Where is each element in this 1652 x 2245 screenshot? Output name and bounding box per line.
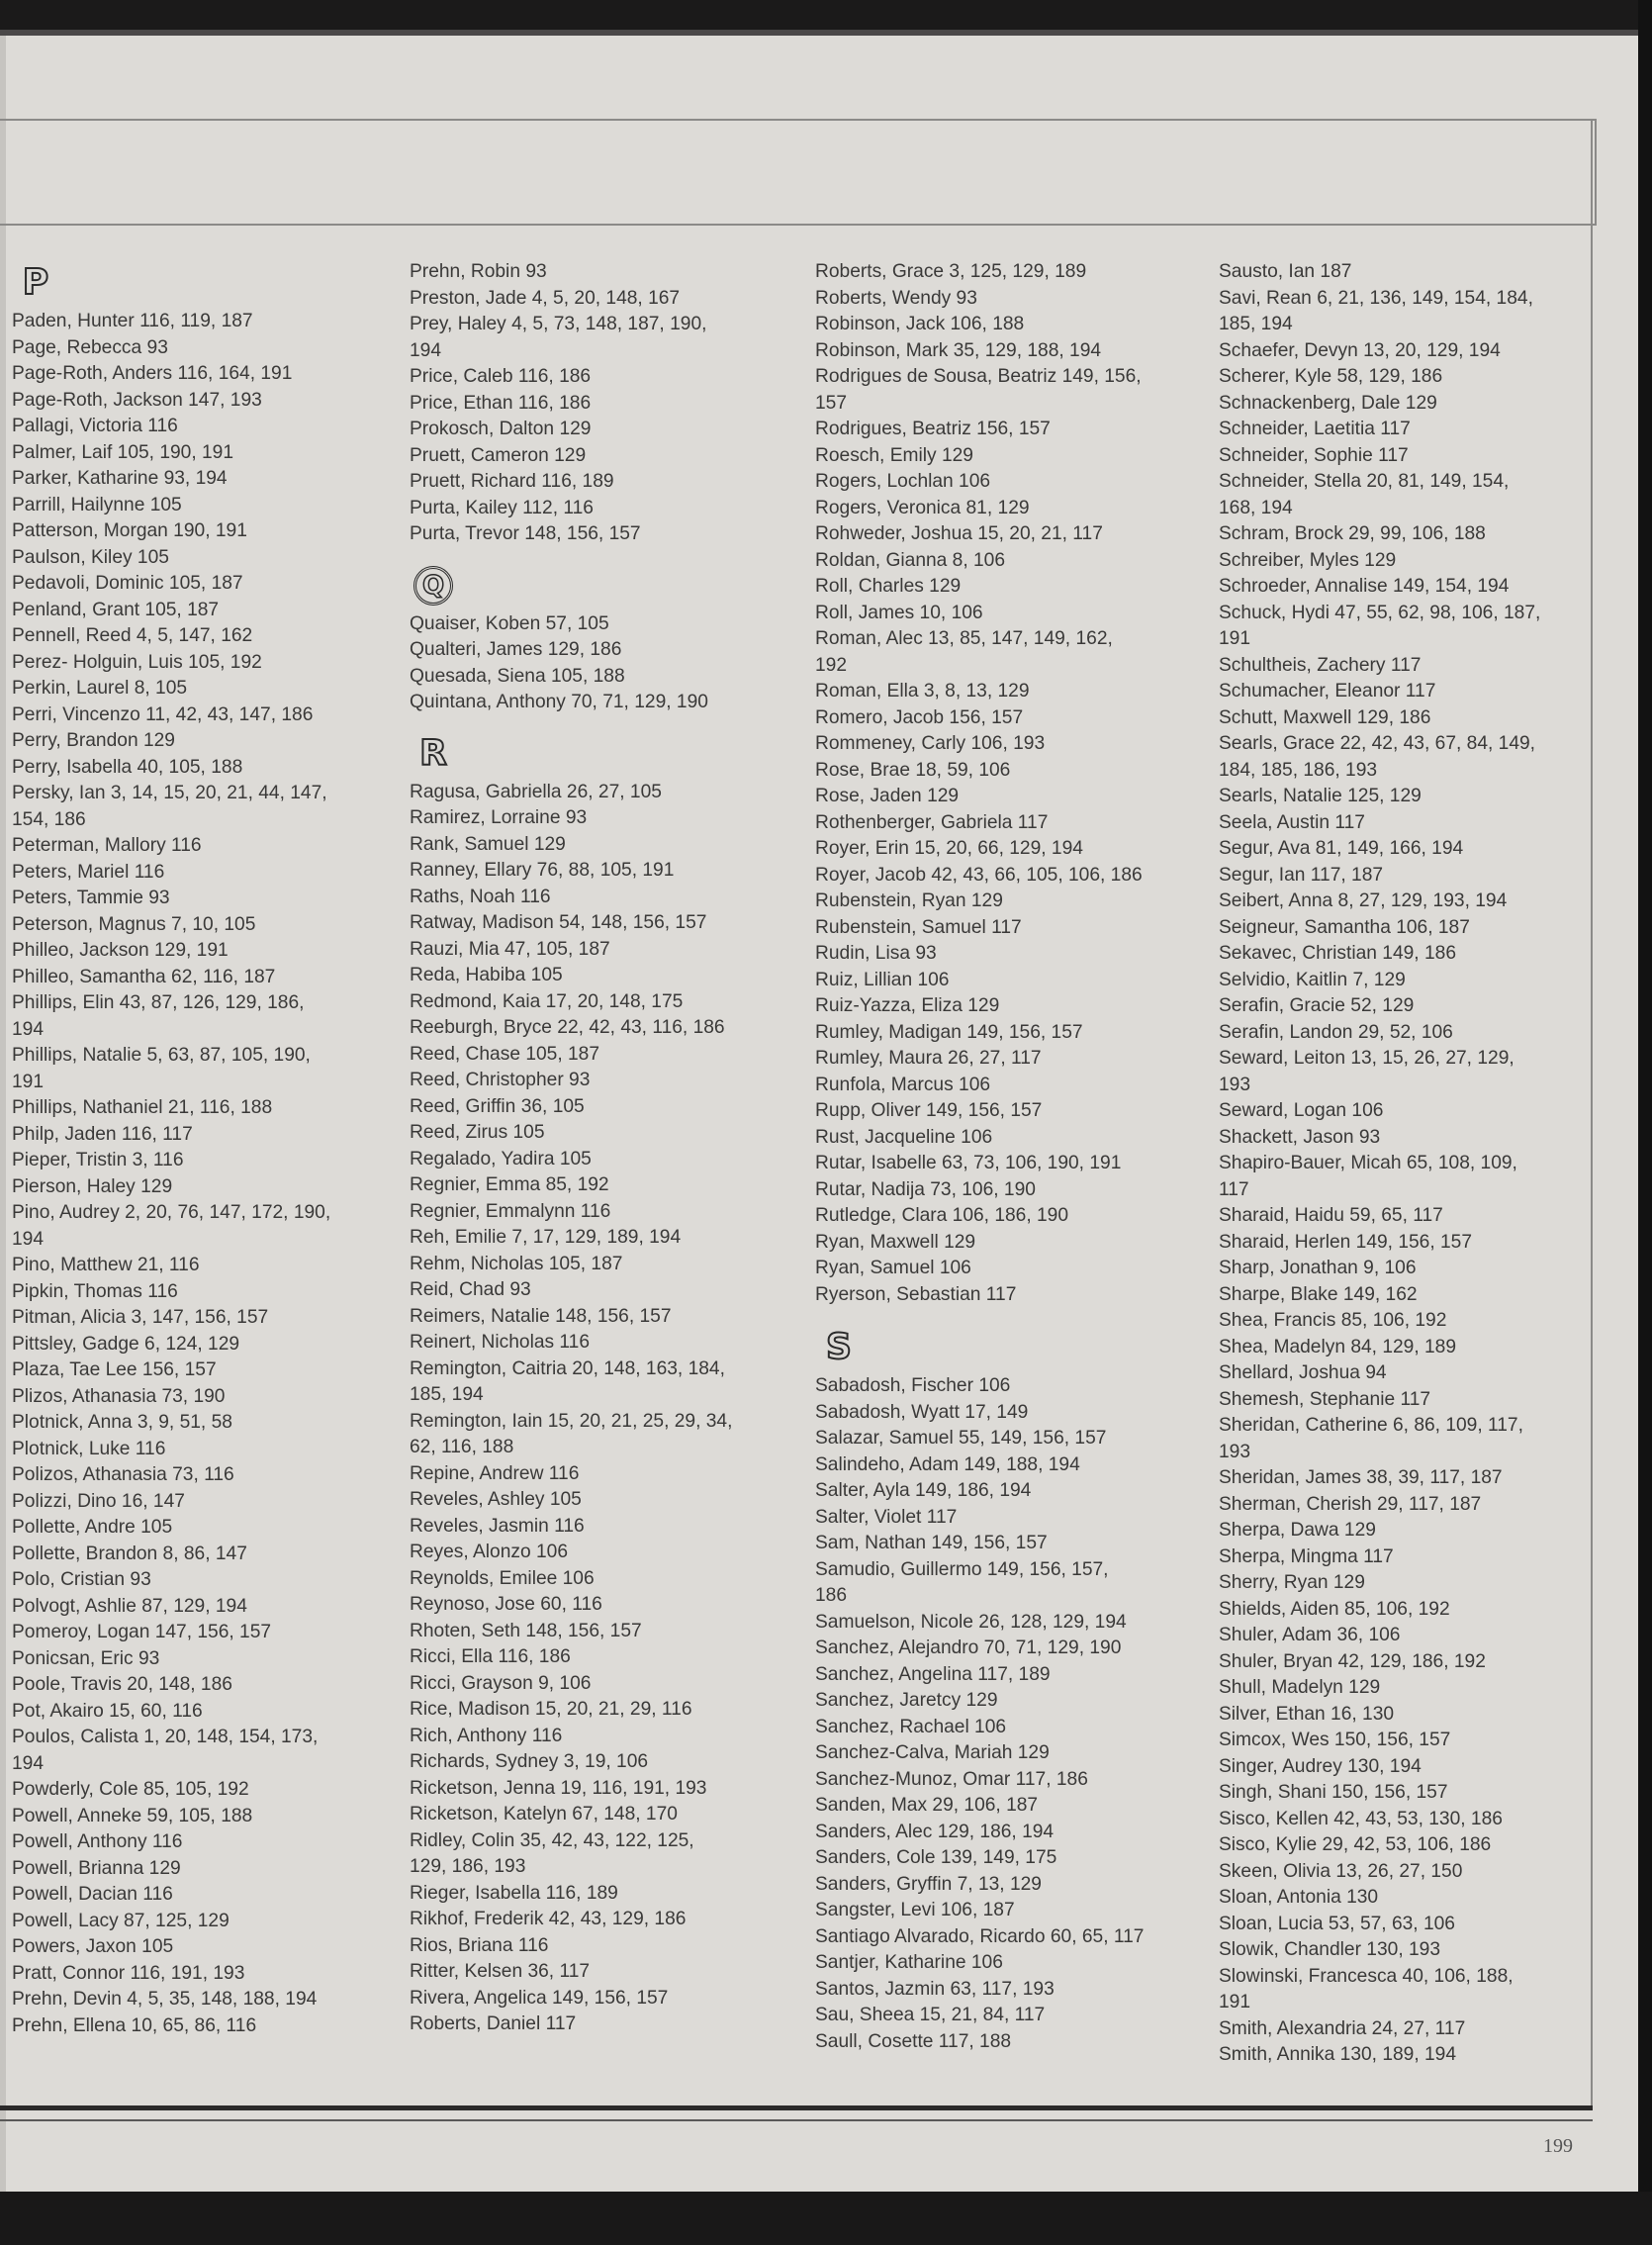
index-entry: Reed, Chase 105, 187	[410, 1043, 600, 1065]
scan-left-edge	[0, 36, 6, 2192]
index-entry: Polvogt, Ashlie 87, 129, 194	[12, 1595, 247, 1617]
index-entry: Prokosch, Dalton 129	[410, 419, 592, 439]
index-entry: Powell, Brianna 129	[12, 1857, 181, 1879]
index-entry: Schaefer, Devyn 13, 20, 129, 194	[1219, 339, 1501, 361]
index-entry: Prehn, Robin 93	[410, 261, 547, 282]
index-entry: Preston, Jade 4, 5, 20, 148, 167	[410, 287, 681, 309]
index-entry: Pitman, Alicia 3, 147, 156, 157	[12, 1307, 269, 1328]
index-entry: Pittsley, Gadge 6, 124, 129	[12, 1333, 240, 1355]
index-entry: Rohweder, Joshua 15, 20, 21, 117	[815, 523, 1103, 544]
index-entry: Sheridan, James 38, 39, 117, 187	[1219, 1467, 1503, 1488]
index-entry: Sanchez-Calva, Mariah 129	[815, 1742, 1050, 1763]
index-entry: Sherman, Cherish 29, 117, 187	[1219, 1493, 1482, 1515]
index-list-s-continued	[1219, 259, 1605, 2069]
index-entry: Shields, Aiden 85, 106, 192	[1219, 1598, 1450, 1620]
index-entry: Sanchez, Alejandro 70, 71, 129, 190	[815, 1637, 1122, 1658]
index-entry: 185, 194	[1219, 314, 1293, 334]
index-entry: Slowik, Chandler 130, 193	[1219, 1939, 1440, 1960]
index-list-s	[815, 1373, 1201, 2055]
index-entry: 129, 186, 193	[410, 1856, 526, 1877]
index-entry: Regalado, Yadira 105	[410, 1148, 592, 1169]
index-entry: Rieger, Isabella 116, 189	[410, 1882, 618, 1904]
index-entry: 193	[1219, 1074, 1251, 1095]
index-entry: Seward, Leiton 13, 15, 26, 27, 129,	[1219, 1048, 1514, 1069]
index-column-2	[410, 259, 795, 2038]
index-entry: Sherpa, Dawa 129	[1219, 1520, 1376, 1541]
index-entry: Rothenberger, Gabriela 117	[815, 811, 1049, 833]
index-entry: Prehn, Devin 4, 5, 35, 148, 188, 194	[12, 1989, 318, 2010]
index-entry: Reda, Habiba 105	[410, 965, 563, 985]
index-entry: Regnier, Emma 85, 192	[410, 1174, 609, 1195]
index-entry: Rice, Madison 15, 20, 21, 29, 116	[410, 1699, 692, 1720]
index-entry: Regnier, Emmalynn 116	[410, 1200, 611, 1222]
index-entry: Rudin, Lisa 93	[815, 943, 937, 964]
index-entry: Reh, Emilie 7, 17, 129, 189, 194	[410, 1227, 682, 1248]
index-entry: Ruiz-Yazza, Eliza 129	[815, 995, 1000, 1016]
page-header-frame	[0, 119, 1597, 226]
index-entry: Singh, Shani 150, 156, 157	[1219, 1782, 1448, 1803]
index-entry: Sisco, Kylie 29, 42, 53, 106, 186	[1219, 1834, 1492, 1855]
index-entry: Reyes, Alonzo 106	[410, 1542, 569, 1562]
index-entry: Shuler, Adam 36, 106	[1219, 1625, 1401, 1645]
index-entry: Raths, Noah 116	[410, 886, 551, 907]
index-entry: Purta, Trevor 148, 156, 157	[410, 523, 641, 544]
index-entry: Sharpe, Blake 149, 162	[1219, 1283, 1418, 1305]
index-entry: Pino, Matthew 21, 116	[12, 1255, 200, 1275]
page-number: 199	[1543, 2135, 1573, 2157]
index-entry: Smith, Annika 130, 189, 194	[1219, 2044, 1457, 2065]
index-entry: Plaza, Tae Lee 156, 157	[12, 1359, 217, 1380]
index-entry: Perry, Brandon 129	[12, 730, 175, 751]
index-entry: Powell, Anthony 116	[12, 1831, 183, 1852]
index-entry: Runfola, Marcus 106	[815, 1074, 991, 1095]
index-entry: Remington, Iain 15, 20, 21, 25, 29, 34,	[410, 1410, 733, 1432]
index-entry: Romero, Jacob 156, 157	[815, 706, 1024, 728]
index-entry: Rumley, Madigan 149, 156, 157	[815, 1021, 1083, 1043]
index-entry: 154, 186	[12, 808, 86, 830]
index-entry: Schneider, Sophie 117	[1219, 444, 1409, 466]
index-entry: Ponicsan, Eric 93	[12, 1647, 160, 1669]
index-entry: Pruett, Richard 116, 189	[410, 471, 614, 492]
index-list-p-continued	[410, 259, 795, 548]
index-entry: Remington, Caitria 20, 148, 163, 184,	[410, 1357, 725, 1379]
index-entry: Rehm, Nicholas 105, 187	[410, 1253, 623, 1274]
index-entry: Schram, Brock 29, 99, 106, 188	[1219, 523, 1486, 544]
index-entry: Seela, Austin 117	[1219, 811, 1365, 833]
index-entry: Pennell, Reed 4, 5, 147, 162	[12, 625, 253, 646]
index-entry: Rupp, Oliver 149, 156, 157	[815, 1100, 1043, 1121]
index-list-p	[12, 309, 398, 2039]
index-entry: Sanchez, Rachael 106	[815, 1716, 1007, 1737]
scan-top-edge	[0, 0, 1652, 36]
index-entry: Sherry, Ryan 129	[1219, 1572, 1365, 1593]
section-letter-q: Q	[413, 566, 453, 606]
index-entry: Savi, Rean 6, 21, 136, 149, 154, 184,	[1219, 287, 1533, 309]
section-letter-s: S	[826, 1327, 852, 1367]
index-entry: Sherpa, Mingma 117	[1219, 1545, 1394, 1567]
index-entry: Richards, Sydney 3, 19, 106	[410, 1751, 649, 1772]
index-entry: Rose, Jaden 129	[815, 786, 960, 806]
index-entry: Reynoso, Jose 60, 116	[410, 1594, 602, 1615]
index-column-1	[12, 259, 398, 2039]
index-entry: 185, 194	[410, 1384, 484, 1405]
index-entry: Prey, Haley 4, 5, 73, 148, 187, 190,	[410, 314, 707, 334]
index-entry: Shuler, Bryan 42, 129, 186, 192	[1219, 1650, 1486, 1672]
index-entry: Paden, Hunter 116, 119, 187	[12, 311, 253, 331]
index-entry: Pomeroy, Logan 147, 156, 157	[12, 1622, 272, 1642]
index-entry: Polizos, Athanasia 73, 116	[12, 1464, 234, 1485]
index-entry: Pruett, Cameron 129	[410, 444, 587, 466]
index-entry: Smith, Alexandria 24, 27, 117	[1219, 2017, 1466, 2039]
index-entry: Schroeder, Annalise 149, 154, 194	[1219, 576, 1510, 597]
index-entry: Shapiro-Bauer, Micah 65, 108, 109,	[1219, 1153, 1517, 1173]
index-entry: Powell, Anneke 59, 105, 188	[12, 1805, 253, 1826]
index-entry: Slowinski, Francesca 40, 106, 188,	[1219, 1965, 1514, 1987]
index-entry: Rommeney, Carly 106, 193	[815, 733, 1046, 754]
index-entry: Rubenstein, Samuel 117	[815, 916, 1022, 938]
index-entry: Ricketson, Jenna 19, 116, 191, 193	[410, 1777, 707, 1799]
index-entry: Roberts, Grace 3, 125, 129, 189	[815, 261, 1087, 282]
bottom-rule-thin	[0, 2119, 1593, 2121]
index-entry: Ricci, Grayson 9, 106	[410, 1672, 592, 1694]
index-entry: Peterson, Magnus 7, 10, 105	[12, 913, 256, 935]
index-entry: 117	[1219, 1178, 1249, 1200]
index-entry: Parker, Katharine 93, 194	[12, 468, 228, 489]
index-entry: Page-Roth, Jackson 147, 193	[12, 389, 262, 411]
index-entry: Plizos, Athanasia 73, 190	[12, 1385, 226, 1407]
index-list-r-continued	[815, 259, 1201, 1308]
index-entry: Salindeho, Adam 149, 188, 194	[815, 1453, 1080, 1475]
index-entry: Patterson, Morgan 190, 191	[12, 520, 247, 541]
index-entry: Saull, Cosette 117, 188	[815, 2030, 1012, 2052]
index-entry: Samuelson, Nicole 26, 128, 129, 194	[815, 1611, 1127, 1633]
index-entry: Rumley, Maura 26, 27, 117	[815, 1048, 1042, 1069]
index-entry: Philleo, Jackson 129, 191	[12, 940, 229, 961]
index-entry: 184, 185, 186, 193	[1219, 759, 1378, 781]
index-entry: Perkin, Laurel 8, 105	[12, 678, 188, 699]
index-entry: Sanchez, Jaretcy 129	[815, 1690, 998, 1711]
index-entry: Rubenstein, Ryan 129	[815, 890, 1003, 911]
index-entry: Ragusa, Gabriella 26, 27, 105	[410, 781, 662, 802]
index-entry: Skeen, Olivia 13, 26, 27, 150	[1219, 1860, 1463, 1882]
index-entry: Rust, Jacqueline 106	[815, 1126, 993, 1148]
index-entry: Sanders, Gryffin 7, 13, 129	[815, 1873, 1042, 1895]
index-entry: Royer, Erin 15, 20, 66, 129, 194	[815, 838, 1083, 859]
index-entry: 157	[815, 392, 848, 414]
index-entry: Salter, Ayla 149, 186, 194	[815, 1480, 1032, 1501]
index-entry: Peters, Mariel 116	[12, 861, 165, 883]
index-entry: 194	[410, 339, 442, 361]
index-entry: Rhoten, Seth 148, 156, 157	[410, 1620, 642, 1641]
index-entry: Peterman, Mallory 116	[12, 835, 202, 856]
index-entry: Reveles, Ashley 105	[410, 1489, 582, 1510]
index-entry: Pierson, Haley 129	[12, 1175, 173, 1197]
index-entry: Ratway, Madison 54, 148, 156, 157	[410, 912, 707, 933]
index-entry: Ryan, Maxwell 129	[815, 1231, 976, 1253]
index-entry: Sekavec, Christian 149, 186	[1219, 943, 1456, 964]
index-entry: Sisco, Kellen 42, 43, 53, 130, 186	[1219, 1808, 1503, 1829]
index-entry: Pieper, Tristin 3, 116	[12, 1150, 184, 1170]
index-entry: Rodrigues, Beatriz 156, 157	[815, 419, 1051, 439]
index-entry: Quintana, Anthony 70, 71, 129, 190	[410, 692, 708, 712]
index-entry: Parrill, Hailynne 105	[12, 494, 182, 515]
index-entry: Reed, Zirus 105	[410, 1122, 545, 1143]
index-entry: Rivera, Angelica 149, 156, 157	[410, 1987, 669, 2009]
index-entry: Prehn, Ellena 10, 65, 86, 116	[12, 2014, 257, 2036]
index-entry: Shellard, Joshua 94	[1219, 1362, 1387, 1383]
index-entry: Sanchez-Munoz, Omar 117, 186	[815, 1768, 1088, 1790]
index-entry: Reed, Christopher 93	[410, 1070, 591, 1090]
scan-right-edge	[1638, 0, 1652, 2245]
index-entry: Shea, Francis 85, 106, 192	[1219, 1310, 1447, 1331]
index-entry: Pipkin, Thomas 116	[12, 1280, 178, 1302]
index-entry: Peters, Tammie 93	[12, 888, 170, 908]
index-entry: 193	[1219, 1441, 1251, 1462]
index-entry: Sharp, Jonathan 9, 106	[1219, 1258, 1417, 1278]
index-entry: Simcox, Wes 150, 156, 157	[1219, 1730, 1451, 1750]
index-entry: Seigneur, Samantha 106, 187	[1219, 916, 1470, 938]
index-entry: Phillips, Elin 43, 87, 126, 129, 186,	[12, 992, 305, 1013]
index-entry: 191	[1219, 1992, 1251, 2012]
index-entry: Sheridan, Catherine 6, 86, 109, 117,	[1219, 1415, 1523, 1436]
index-entry: Rutar, Isabelle 63, 73, 106, 190, 191	[815, 1153, 1122, 1173]
index-entry: Sanchez, Angelina 117, 189	[815, 1663, 1051, 1685]
index-entry: Segur, Ian 117, 187	[1219, 864, 1384, 886]
index-entry: Sabadosh, Wyatt 17, 149	[815, 1401, 1029, 1423]
index-entry: Sam, Nathan 149, 156, 157	[815, 1533, 1048, 1553]
index-entry: Sloan, Lucia 53, 57, 63, 106	[1219, 1913, 1455, 1934]
index-entry: Schneider, Stella 20, 81, 149, 154,	[1219, 471, 1510, 492]
index-entry: Qualteri, James 129, 186	[410, 639, 622, 660]
index-entry: Perri, Vincenzo 11, 42, 43, 147, 186	[12, 703, 314, 725]
index-entry: Sharaid, Herlen 149, 156, 157	[1219, 1231, 1473, 1253]
index-entry: Powell, Lacy 87, 125, 129	[12, 1910, 229, 1931]
index-entry: Ricci, Ella 116, 186	[410, 1646, 571, 1667]
index-entry: Perez- Holguin, Luis 105, 192	[12, 651, 262, 673]
index-list-q	[410, 611, 795, 716]
index-column-3	[815, 259, 1201, 2055]
index-entry: Shea, Madelyn 84, 129, 189	[1219, 1336, 1457, 1357]
index-entry: Seward, Logan 106	[1219, 1100, 1384, 1121]
index-entry: Polo, Cristian 93	[12, 1569, 151, 1590]
index-entry: Samudio, Guillermo 149, 156, 157,	[815, 1558, 1109, 1580]
index-entry: Searls, Natalie 125, 129	[1219, 786, 1422, 806]
index-entry: Santjer, Katharine 106	[815, 1952, 1003, 1973]
index-entry: Reid, Chad 93	[410, 1279, 531, 1300]
index-entry: Page, Rebecca 93	[12, 336, 168, 358]
index-entry: Philp, Jaden 116, 117	[12, 1123, 193, 1145]
index-entry: Searls, Grace 22, 42, 43, 67, 84, 149,	[1219, 733, 1535, 754]
index-entry: Santiago Alvarado, Ricardo 60, 65, 117	[815, 1925, 1145, 1947]
index-entry: Ramirez, Lorraine 93	[410, 807, 588, 828]
index-entry: Poulos, Calista 1, 20, 148, 154, 173,	[12, 1727, 319, 1747]
index-entry: Rikhof, Frederik 42, 43, 129, 186	[410, 1909, 687, 1929]
index-list-r	[410, 780, 795, 2038]
index-entry: Sausto, Ian 187	[1219, 261, 1352, 282]
index-entry: Serafin, Landon 29, 52, 106	[1219, 1021, 1453, 1043]
index-entry: 192	[815, 654, 848, 676]
index-entry: Powers, Jaxon 105	[12, 1936, 174, 1957]
index-entry: Paulson, Kiley 105	[12, 546, 169, 568]
index-entry: Sharaid, Haidu 59, 65, 117	[1219, 1205, 1443, 1226]
index-entry: Rose, Brae 18, 59, 106	[815, 759, 1011, 781]
index-entry: Santos, Jazmin 63, 117, 193	[815, 1978, 1055, 2000]
index-entry: Selvidio, Kaitlin 7, 129	[1219, 969, 1406, 990]
index-entry: Seibert, Anna 8, 27, 129, 193, 194	[1219, 890, 1508, 911]
index-entry: Rogers, Lochlan 106	[815, 471, 991, 492]
index-entry: Pratt, Connor 116, 191, 193	[12, 1962, 245, 1984]
index-entry: Rutledge, Clara 106, 186, 190	[815, 1205, 1069, 1226]
index-entry: Pallagi, Victoria 116	[12, 416, 178, 436]
index-entry: Poole, Travis 20, 148, 186	[12, 1674, 232, 1695]
index-entry: Ranney, Ellary 76, 88, 105, 191	[410, 860, 675, 881]
index-entry: Rodrigues de Sousa, Beatriz 149, 156,	[815, 366, 1142, 387]
index-entry: Ruiz, Lillian 106	[815, 969, 950, 990]
index-entry: Shemesh, Stephanie 117	[1219, 1388, 1431, 1410]
index-entry: Perry, Isabella 40, 105, 188	[12, 756, 243, 778]
index-entry: Reynolds, Emilee 106	[410, 1567, 595, 1589]
bottom-rule-thick	[0, 2105, 1593, 2110]
index-entry: Roman, Ella 3, 8, 13, 129	[815, 681, 1030, 702]
index-entry: Salazar, Samuel 55, 149, 156, 157	[815, 1428, 1107, 1449]
index-entry: Sau, Sheea 15, 21, 84, 117	[815, 2005, 1046, 2025]
index-entry: Scherer, Kyle 58, 129, 186	[1219, 366, 1443, 387]
scan-top-grain	[0, 30, 1652, 36]
index-entry: Quaiser, Koben 57, 105	[410, 612, 609, 634]
index-entry: Sabadosh, Fischer 106	[815, 1375, 1011, 1396]
index-entry: Roll, Charles 129	[815, 576, 962, 597]
index-entry: Singer, Audrey 130, 194	[1219, 1755, 1422, 1777]
index-entry: Phillips, Nathaniel 21, 116, 188	[12, 1097, 273, 1118]
index-entry: Rios, Briana 116	[410, 1934, 549, 1956]
index-entry: 62, 116, 188	[410, 1437, 514, 1457]
index-entry: Shackett, Jason 93	[1219, 1126, 1381, 1148]
index-entry: Schumacher, Eleanor 117	[1219, 681, 1436, 702]
index-entry: 191	[1219, 628, 1251, 649]
index-entry: Redmond, Kaia 17, 20, 148, 175	[410, 990, 684, 1012]
index-entry: Ridley, Colin 35, 42, 43, 122, 125,	[410, 1829, 694, 1851]
index-entry: Schreiber, Myles 129	[1219, 549, 1397, 571]
index-entry: Schutt, Maxwell 129, 186	[1219, 706, 1431, 728]
index-entry: Price, Caleb 116, 186	[410, 366, 592, 387]
index-entry: Roldan, Gianna 8, 106	[815, 549, 1006, 571]
section-letter-p: P	[22, 262, 49, 303]
index-entry: Powderly, Cole 85, 105, 192	[12, 1779, 249, 1800]
index-entry: Silver, Ethan 16, 130	[1219, 1703, 1395, 1725]
index-entry: Pollette, Brandon 8, 86, 147	[12, 1543, 247, 1564]
index-entry: Philleo, Samantha 62, 116, 187	[12, 966, 276, 987]
index-entry: Polizzi, Dino 16, 147	[12, 1490, 185, 1512]
index-entry: Sangster, Levi 106, 187	[815, 1900, 1015, 1920]
index-entry: Serafin, Gracie 52, 129	[1219, 995, 1415, 1016]
index-entry: Plotnick, Anna 3, 9, 51, 58	[12, 1412, 232, 1433]
index-entry: Rank, Samuel 129	[410, 833, 566, 855]
index-entry: Schnackenberg, Dale 129	[1219, 392, 1437, 414]
index-entry: Rich, Anthony 116	[410, 1725, 563, 1746]
index-entry: Reinert, Nicholas 116	[410, 1332, 591, 1353]
index-entry: Reed, Griffin 36, 105	[410, 1095, 585, 1117]
index-entry: Roman, Alec 13, 85, 147, 149, 162,	[815, 628, 1113, 649]
index-entry: 194	[12, 1018, 45, 1040]
index-entry: 194	[12, 1752, 45, 1774]
index-entry: Ryerson, Sebastian 117	[815, 1283, 1017, 1305]
index-entry: Schuck, Hydi 47, 55, 62, 98, 106, 187,	[1219, 602, 1541, 623]
index-entry: Ricketson, Katelyn 67, 148, 170	[410, 1804, 678, 1824]
index-entry: Pollette, Andre 105	[12, 1517, 173, 1538]
index-entry: 186	[815, 1585, 848, 1606]
index-entry: Sanders, Cole 139, 149, 175	[815, 1847, 1057, 1868]
index-entry: Page-Roth, Anders 116, 164, 191	[12, 363, 293, 384]
index-entry: Powell, Dacian 116	[12, 1884, 173, 1905]
index-entry: Roll, James 10, 106	[815, 602, 983, 623]
index-entry: Royer, Jacob 42, 43, 66, 105, 106, 186	[815, 864, 1143, 886]
index-entry: Plotnick, Luke 116	[12, 1438, 166, 1459]
index-entry: Sanders, Alec 129, 186, 194	[815, 1821, 1055, 1842]
index-entry: 168, 194	[1219, 497, 1293, 518]
index-entry: Pedavoli, Dominic 105, 187	[12, 573, 243, 594]
index-entry: Reimers, Natalie 148, 156, 157	[410, 1305, 672, 1327]
index-entry: Ritter, Kelsen 36, 117	[410, 1961, 591, 1982]
index-entry: Penland, Grant 105, 187	[12, 599, 220, 620]
index-entry: Rauzi, Mia 47, 105, 187	[410, 938, 610, 960]
index-entry: Sloan, Antonia 130	[1219, 1887, 1379, 1908]
index-entry: Quesada, Siena 105, 188	[410, 665, 625, 687]
index-entry: Schneider, Laetitia 117	[1219, 419, 1411, 439]
index-entry: Segur, Ava 81, 149, 166, 194	[1219, 838, 1464, 859]
index-entry: Schultheis, Zachery 117	[1219, 654, 1422, 676]
scan-bottom-edge	[0, 2192, 1652, 2245]
index-entry: Price, Ethan 116, 186	[410, 392, 592, 414]
index-entry: Roesch, Emily 129	[815, 444, 973, 466]
index-entry: Repine, Andrew 116	[410, 1462, 580, 1484]
index-column-4	[1219, 259, 1605, 2069]
index-entry: Pino, Audrey 2, 20, 76, 147, 172, 190,	[12, 1202, 331, 1223]
index-entry: Ryan, Samuel 106	[815, 1258, 971, 1278]
index-entry: Robinson, Jack 106, 188	[815, 314, 1025, 334]
index-entry: Rutar, Nadija 73, 106, 190	[815, 1178, 1036, 1200]
index-entry: Pot, Akairo 15, 60, 116	[12, 1700, 203, 1722]
section-letter-r: R	[419, 732, 447, 774]
index-entry: Robinson, Mark 35, 129, 188, 194	[815, 339, 1102, 361]
index-entry: Reeburgh, Bryce 22, 42, 43, 116, 186	[410, 1017, 725, 1038]
index-entry: Reveles, Jasmin 116	[410, 1515, 585, 1537]
index-entry: Rogers, Veronica 81, 129	[815, 497, 1030, 518]
index-entry: 194	[12, 1228, 45, 1250]
index-entry: 191	[12, 1071, 45, 1092]
index-entry: Salter, Violet 117	[815, 1506, 958, 1528]
index-entry: Persky, Ian 3, 14, 15, 20, 21, 44, 147,	[12, 783, 327, 803]
index-entry: Sanden, Max 29, 106, 187	[815, 1795, 1039, 1816]
index-entry: Palmer, Laif 105, 190, 191	[12, 441, 234, 463]
index-entry: Purta, Kailey 112, 116	[410, 497, 594, 518]
index-entry: Shull, Madelyn 129	[1219, 1677, 1381, 1698]
index-entry: Phillips, Natalie 5, 63, 87, 105, 190,	[12, 1045, 311, 1066]
index-entry: Roberts, Wendy 93	[815, 287, 977, 309]
index-entry: Roberts, Daniel 117	[410, 2013, 577, 2034]
